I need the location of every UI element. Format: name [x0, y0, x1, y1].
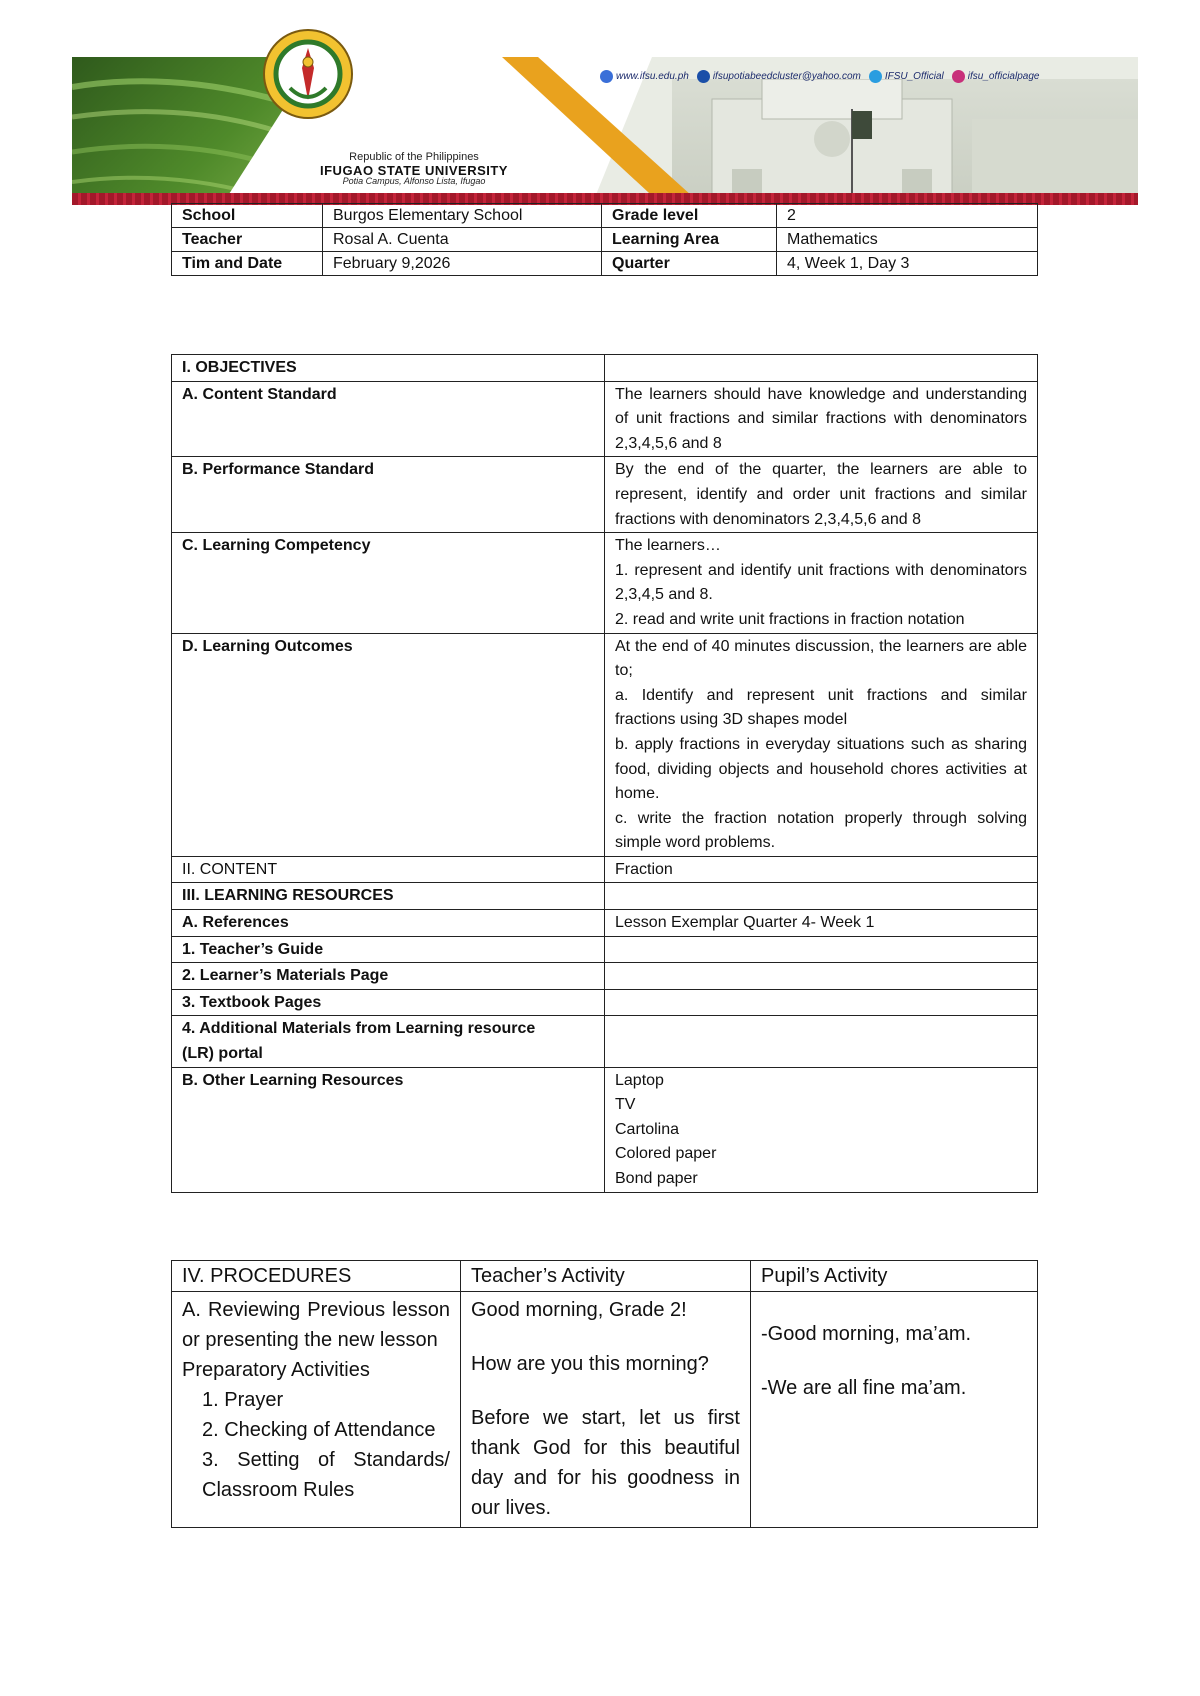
teacher-activity	[461, 1292, 751, 1528]
table-row	[172, 533, 1038, 633]
list-item: Colored paper	[615, 1145, 717, 1163]
teacher-line: Before we start, let us first thank God for this beautiful day and for his goodness in our lives.	[471, 1407, 740, 1519]
table-row	[172, 228, 1038, 252]
preparatory-label: Preparatory Activities	[182, 1359, 370, 1381]
teacher-activity-header: Teacher’s Activity	[461, 1261, 751, 1292]
list-item: b. apply fractions in everyday situations such as sharing food, dividing objects and household chores activities at home.	[615, 735, 1027, 803]
references-value: Lesson Exemplar Quarter 4- Week 1	[605, 910, 1038, 937]
learning-competency-intro: The learners…	[615, 537, 721, 555]
school-label: School	[172, 204, 323, 228]
list-item: 2. read and write unit fractions in fraction notation	[615, 610, 965, 628]
university-name: IFUGAO STATE UNIVERSITY	[320, 162, 508, 178]
list-item: TV	[615, 1096, 636, 1114]
learning-resources-title: III. LEARNING RESOURCES	[172, 883, 605, 910]
learning-outcomes-label: D. Learning Outcomes	[172, 633, 605, 856]
objectives-table	[171, 354, 1038, 1193]
learning-competency-label: C. Learning Competency	[172, 533, 605, 633]
list-item: a. Identify and represent unit fractions and similar fractions using 3D shapes model	[615, 686, 1027, 729]
school-value: Burgos Elementary School	[323, 204, 602, 228]
time-date-value: February 9,2026	[323, 252, 602, 276]
table-row	[172, 633, 1038, 856]
teacher-line: How are you this morning?	[471, 1353, 709, 1375]
table-row	[172, 856, 1038, 883]
table-row	[172, 1016, 1038, 1067]
procedures-table	[171, 1260, 1038, 1528]
republic-text: Republic of the Philippines	[349, 151, 479, 163]
table-row	[172, 381, 1038, 457]
table-row	[172, 252, 1038, 276]
list-item: Cartolina	[615, 1120, 680, 1138]
table-row	[172, 1261, 1038, 1292]
contact-twitter[interactable]: IFSU_Official	[869, 70, 944, 83]
table-row	[172, 910, 1038, 937]
teacher-label: Teacher	[172, 228, 323, 252]
content-standard-label: A. Content Standard	[172, 381, 605, 457]
pupil-activity-header: Pupil’s Activity	[751, 1261, 1038, 1292]
list-item: 1. represent and identify unit fractions with denominators 2,3,4,5 and 8.	[615, 561, 1027, 604]
learning-area-label: Learning Area	[602, 228, 777, 252]
procedures-header: IV. PROCEDURES	[172, 1261, 461, 1292]
references-label: A. References	[172, 910, 605, 937]
list-item: Bond paper	[615, 1170, 698, 1187]
quarter-label: Quarter	[602, 252, 777, 276]
list-item: 1. Prayer	[202, 1389, 284, 1411]
lesson-info-table	[171, 203, 1038, 276]
learning-outcomes-intro: At the end of 40 minutes discussion, the learners are able to;	[615, 637, 1027, 680]
globe-icon	[600, 70, 613, 83]
campus-location: Potia Campus, Alfonso Lista, Ifugao	[342, 176, 486, 187]
table-row	[172, 989, 1038, 1016]
table-row	[172, 883, 1038, 910]
list-item: c. write the fraction notation properly through solving simple word problems.	[615, 809, 1027, 852]
other-resources-list	[605, 1067, 1038, 1192]
learners-materials-label: 2. Learner’s Materials Page	[172, 963, 605, 990]
contact-bar	[600, 66, 1140, 86]
textbook-pages-label: 3. Textbook Pages	[172, 989, 605, 1016]
facebook-icon	[697, 70, 710, 83]
additional-materials-label: 4. Additional Materials from Learning resource (LR) portal	[172, 1016, 605, 1067]
pupil-line: -Good morning, ma’am.	[761, 1323, 972, 1345]
campus-building-image	[672, 79, 1138, 205]
objectives-title: I. OBJECTIVES	[172, 355, 605, 382]
list-item: 3. Setting of Standards/ Classroom Rules	[202, 1449, 450, 1501]
time-date-label: Tim and Date	[172, 252, 323, 276]
grade-level-value: 2	[777, 204, 1038, 228]
content-standard-text: The learners should have knowledge and understanding of unit fractions and similar fractions with denominators 2,3,4,5,6 and 8	[615, 385, 1027, 452]
learning-area-value: Mathematics	[777, 228, 1038, 252]
pupil-activity	[751, 1292, 1038, 1528]
pupil-line: -We are all fine ma’am.	[761, 1377, 967, 1399]
table-row	[172, 457, 1038, 533]
table-row	[172, 355, 1038, 382]
step-label: A. Reviewing Previous lesson or presenting the new lesson	[182, 1299, 450, 1351]
teachers-guide-label: 1. Teacher’s Guide	[172, 936, 605, 963]
procedure-step	[172, 1292, 461, 1528]
list-item: 2. Checking of Attendance	[202, 1419, 436, 1441]
university-seal-logo	[262, 28, 354, 120]
other-resources-label: B. Other Learning Resources	[172, 1067, 605, 1192]
quarter-value: 4, Week 1, Day 3	[777, 252, 1038, 276]
teacher-value: Rosal A. Cuenta	[323, 228, 602, 252]
university-name-block	[294, 152, 534, 187]
performance-standard-text: By the end of the quarter, the learners are able to represent, identify and order unit fractions and similar fractions with denominators 2,3,4,5,6 and 8	[615, 461, 1027, 528]
contact-website[interactable]: www.ifsu.edu.ph	[600, 70, 689, 83]
table-row	[172, 963, 1038, 990]
table-row	[172, 204, 1038, 228]
teacher-line: Good morning, Grade 2!	[471, 1299, 687, 1321]
content-value: Fraction	[605, 856, 1038, 883]
contact-instagram[interactable]: ifsu_officialpage	[952, 70, 1040, 83]
table-row	[172, 1067, 1038, 1192]
grade-level-label: Grade level	[602, 204, 777, 228]
content-label: II. CONTENT	[172, 856, 605, 883]
twitter-icon	[869, 70, 882, 83]
table-row	[172, 936, 1038, 963]
list-item: Laptop	[615, 1071, 664, 1089]
performance-standard-label: B. Performance Standard	[172, 457, 605, 533]
contact-facebook[interactable]: ifsupotiabeedcluster@yahoo.com	[697, 70, 861, 83]
instagram-icon	[952, 70, 965, 83]
table-row	[172, 1292, 1038, 1528]
